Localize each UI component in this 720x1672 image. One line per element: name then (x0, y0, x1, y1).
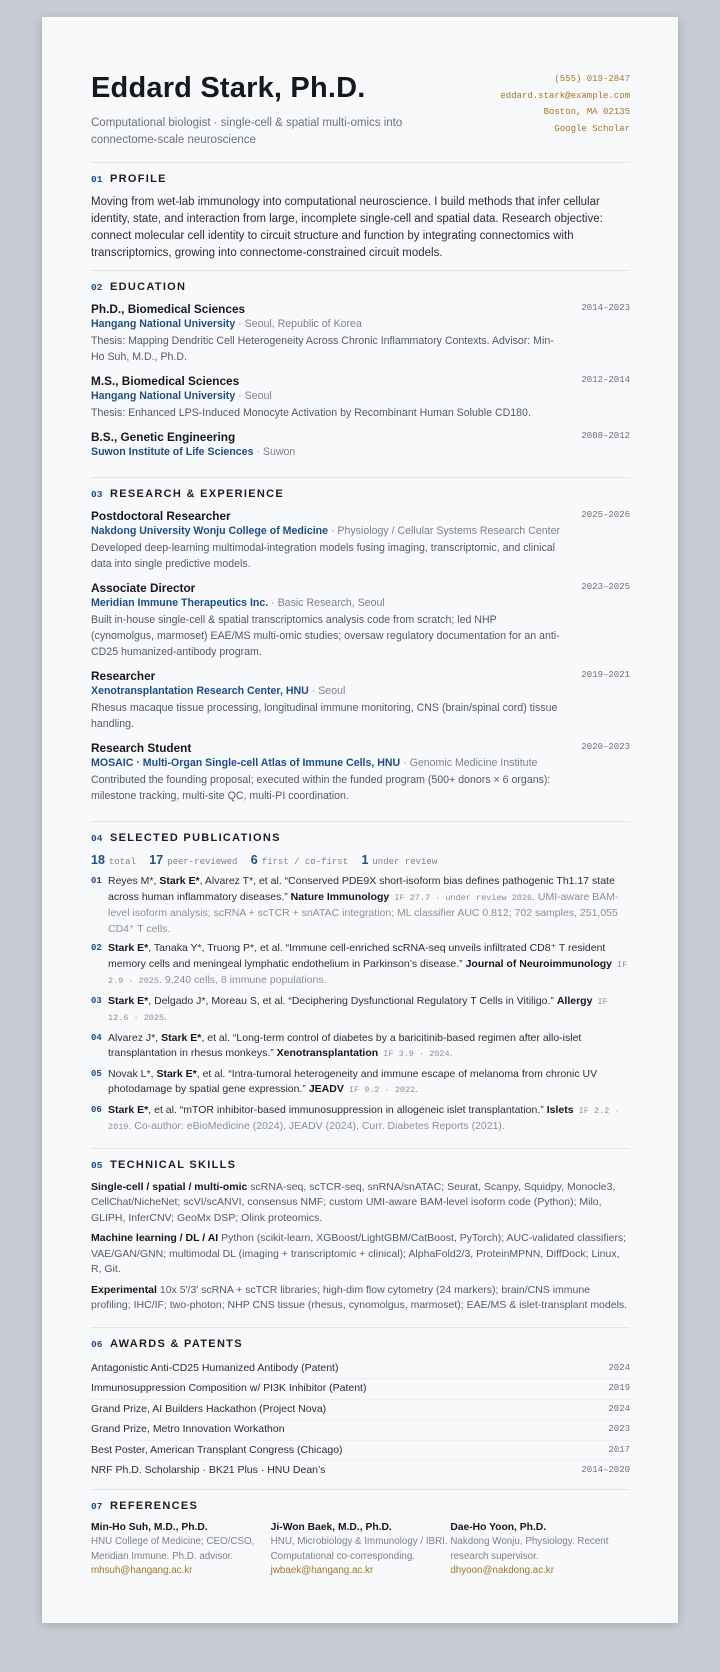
date-range: 2023–2025 (581, 582, 630, 592)
journal: Allergy (556, 994, 593, 1007)
publication-number: 01 (91, 876, 102, 886)
date-range: 2020–2023 (581, 742, 630, 752)
profile-section (91, 163, 630, 271)
section-title: AWARDS & PATENTS (110, 1337, 243, 1350)
author-self: Stark E* (159, 875, 200, 887)
research-section (91, 478, 630, 822)
stat-value: 6 (250, 853, 258, 867)
section-title: RESEARCH & EXPERIENCE (110, 488, 284, 500)
job-description: Developed deep-learning multimodal-integration models fusing imaging, transcriptomic, and clinical data into single predictive models. (91, 542, 556, 570)
publication-item (91, 1031, 628, 1063)
title: , et al. “Long-term control of diabetes by a baricitinib-based regimen after allo-islet transplantation in rhesus monkeys.” (108, 1031, 582, 1059)
publication-item (91, 1067, 628, 1099)
impact-factor: IF 27.7 · under review 2026 (389, 892, 533, 903)
award-label: NRF Ph.D. Scholarship · BK21 Plus · HNU Dean’s (91, 1464, 326, 1476)
award-label: Best Poster, American Transplant Congress (Chicago) (91, 1443, 343, 1456)
authors: Alvarez J*, (108, 1031, 162, 1044)
award-item (91, 1359, 630, 1380)
organization: MOSAIC · Multi-Organ Single-cell Atlas of Immune Cells, HNU (91, 757, 401, 769)
author-self: Stark E* (161, 1031, 202, 1044)
reference-email-link[interactable]: dhyoon@nakdong.ac.kr (450, 1565, 554, 1576)
publication-item (91, 874, 628, 937)
section-title: REFERENCES (110, 1499, 199, 1512)
skill-group (91, 1283, 630, 1314)
authors: Novak L*, (108, 1067, 157, 1080)
date-range: 2025–2026 (581, 510, 630, 520)
stat-label: first / co-first (261, 857, 349, 867)
award-item (91, 1420, 630, 1441)
award-year: 2019 (608, 1383, 630, 1393)
section-number: 06 (91, 1338, 103, 1350)
publication-number: 04 (91, 1032, 102, 1043)
experience-entry (91, 581, 630, 660)
section-number: 05 (91, 1159, 103, 1171)
award-item (91, 1441, 630, 1462)
thesis: Thesis: Mapping Dendritic Cell Heterogeneity Across Chronic Inflammatory Contexts. Advisor: Min-Ho Suh, M.D., Ph.D. (91, 335, 554, 363)
location: · Seoul, Republic of Korea (235, 318, 362, 330)
institution: Suwon Institute of Life Sciences (91, 446, 254, 458)
skills-section (91, 1149, 630, 1328)
skill-label: Single-cell / spatial / multi-omic (91, 1180, 248, 1193)
author-self: Stark E* (156, 1067, 197, 1080)
reference-name: Min-Ho Suh, M.D., Ph.D. (91, 1521, 208, 1533)
award-label: Grand Prize, AI Builders Hackathon (Project Nova) (91, 1402, 327, 1415)
resume-header (91, 71, 630, 163)
award-year: 2014–2020 (581, 1465, 630, 1475)
section-title: TECHNICAL SKILLS (110, 1158, 237, 1171)
date-range: 2012–2014 (581, 375, 630, 385)
impact-factor: IF 9.2 · 2022 (343, 1085, 416, 1095)
job-description: Rhesus macaque tissue processing, longitudinal immune monitoring, CNS (brain/spinal cord) tissue handling. (91, 702, 558, 730)
skill-group (91, 1231, 630, 1278)
skill-label: Machine learning / DL / AI (91, 1232, 219, 1244)
reference-description: Nakdong Wonju, Physiology. Recent research supervisor. (450, 1536, 609, 1562)
journal: Xenotransplantation (276, 1047, 379, 1059)
experience-entry (91, 509, 630, 572)
award-year: 2023 (608, 1424, 630, 1434)
job-title: Associate Director (91, 581, 196, 595)
award-item (91, 1379, 630, 1400)
awards-section (91, 1328, 630, 1490)
section-number: 03 (91, 489, 103, 500)
location: · Seoul (235, 390, 272, 402)
education-section (91, 271, 630, 478)
section-title: EDUCATION (110, 281, 187, 293)
title: , et al. “Intra-tumoral heterogeneity and immune escape of melanoma from chronic UV photodamage by spatial gene expression.” (108, 1067, 598, 1095)
stat-label: under review (372, 857, 438, 867)
department: · Genomic Medicine Institute (400, 757, 538, 769)
publication-note: . UMI-aware BAM-level isoform analysis; scRNA + scTCR + snATAC integration; ML classifier AUC 0.812; 702 samples, 251,055 CD4⁺ T cells. (108, 890, 619, 935)
reference-email-link[interactable]: mhsuh@hangang.ac.kr (91, 1565, 193, 1576)
contact-block (500, 71, 630, 137)
department: · Seoul (308, 685, 346, 697)
institution: Hangang National University (91, 318, 236, 330)
award-label: Antagonistic Anti-CD25 Humanized Antibody (Patent) (91, 1361, 339, 1374)
stat-label: total (108, 857, 136, 867)
stat-value: 17 (149, 853, 164, 867)
impact-factor: IF 2.9 · 2025 (108, 959, 628, 986)
tagline: Computational biologist · single-cell & spatial multi-omics into connectome-scale neuroscience (91, 117, 403, 146)
profile-text: Moving from wet-lab immunology into computational neuroscience. I build methods that infer cellular identity, state, and interaction from large, incomplete single-cell and spatial data. Research objective: connect molecular cell identity to circuit structure and function by integrating connectomics with transcriptomics, growing into connectome-constrained circuit models. (91, 196, 603, 259)
reference-email-link[interactable]: jwbaek@hangang.ac.kr (270, 1565, 374, 1576)
degree: M.S., Biomedical Sciences (91, 374, 240, 388)
title: , Tanaka Y*, Truong P*, et al. “Immune cell-enriched scRNA-seq unveils infiltrated CD8⁺ T resident memory cells and meningeal lymphatic endothelium in Parkinson’s disease.” (108, 942, 606, 970)
impact-factor: IF 2.2 · 2019 (108, 1105, 620, 1132)
reference-description: HNU College of Medicine; CEO/CSO, Meridian Immune. Ph.D. advisor. (91, 1536, 255, 1562)
publication-item (91, 1103, 628, 1136)
publication-number: 02 (91, 943, 102, 953)
journal: JEADV (308, 1083, 344, 1095)
page-title: Eddard Stark, Ph.D. (91, 72, 366, 104)
thesis: Thesis: Enhanced LPS-Induced Monocyte Activation by Recombinant Human Soluble CD180. (91, 407, 531, 419)
section-number: 07 (91, 1500, 103, 1512)
references-section (91, 1490, 630, 1587)
job-title: Research Student (91, 741, 192, 755)
publication-note: . Co-author: eBioMedicine (2024), JEADV (2024), Curr. Diabetes Reports (2021). (128, 1120, 505, 1132)
institution: Hangang National University (91, 390, 236, 402)
location: · Suwon (253, 446, 296, 458)
skill-text: Python (scikit-learn, XGBoost/LightGBM/CatBoost, PyTorch); AUC-validated classifiers; VAE/GAN/GNN; multimodal DL (imaging + transcriptomic + clinical); AlphaFold2/3, ProteinMPNN, DiffDock; Linux, R, Git. (91, 1232, 627, 1275)
award-year: 2017 (608, 1444, 630, 1455)
award-year: 2024 (608, 1362, 630, 1373)
journal: Nature Immunology (290, 890, 390, 903)
author-self: Stark E* (108, 942, 149, 954)
award-year: 2024 (608, 1403, 630, 1414)
award-label: Immunosuppression Composition w/ PI3K Inhibitor (Patent) (91, 1382, 367, 1394)
education-entry (91, 302, 630, 365)
reference-description: HNU, Microbiology & Immunology / IBRI. Computational co-corresponding. (270, 1536, 448, 1562)
journal: Journal of Neuroimmunology (465, 957, 612, 970)
google-scholar-link[interactable]: Google Scholar (554, 123, 630, 134)
reference-card (91, 1521, 271, 1579)
stat-value: 1 (361, 853, 369, 867)
section-title: SELECTED PUBLICATIONS (110, 832, 281, 844)
publication-stats (91, 853, 630, 867)
address: Boston, MA 02135 (543, 107, 630, 117)
phone-number[interactable]: (555) 019-2847 (554, 74, 630, 84)
department: · Basic Research, Seoul (268, 597, 385, 609)
reference-card (450, 1521, 630, 1579)
authors: Reyes M*, (108, 875, 160, 887)
section-number: 02 (91, 282, 103, 293)
publication-note: . (449, 1047, 453, 1059)
education-entry (91, 430, 630, 460)
section-number: 04 (91, 833, 103, 844)
publication-item (91, 994, 628, 1027)
publication-note: . (415, 1083, 419, 1095)
email-link[interactable]: eddard.stark@example.com (500, 90, 630, 101)
reference-name: Ji-Won Baek, M.D., Ph.D. (270, 1521, 392, 1533)
title: , Alvarez T*, et al. “Conserved PDE9X short-isoform bias defines pathogenic Th1.17 state across human inflammatory diseases.” (108, 875, 615, 903)
journal: Islets (546, 1103, 574, 1116)
skill-group (91, 1180, 630, 1227)
reference-name: Dae-Ho Yoon, Ph.D. (450, 1521, 547, 1533)
section-title: PROFILE (110, 173, 167, 185)
stat-label: peer-reviewed (167, 857, 238, 867)
publication-number: 03 (91, 995, 102, 1006)
date-range: 2019–2021 (581, 670, 630, 680)
publication-number: 05 (91, 1068, 102, 1079)
publication-item (91, 941, 628, 990)
degree: B.S., Genetic Engineering (91, 430, 236, 444)
organization: Xenotransplantation Research Center, HNU (91, 685, 309, 697)
award-label: Grand Prize, Metro Innovation Workathon (91, 1423, 285, 1435)
reference-card (271, 1521, 451, 1579)
title: , et al. “mTOR inhibitor-based immunosuppression in allogeneic islet transplantation.” (148, 1103, 547, 1116)
education-entry (91, 374, 630, 421)
job-description: Contributed the founding proposal; executed within the funded program (500+ donors × 6 organs): milestone tracking, multi-site QC, multi-PI coordination. (91, 774, 551, 802)
date-range: 2014–2023 (581, 303, 630, 313)
date-range: 2008–2012 (581, 431, 630, 441)
job-description: Built in-house single-cell & spatial transcriptomics analysis code from scratch; led NHP (cynomolgus, marmoset) EAE/MS multi-omic studies; oversaw regulatory documentation for an anti-CD25 humanized-antibody program. (91, 614, 560, 658)
organization: Nakdong University Wonju College of Medicine (91, 525, 329, 537)
job-title: Postdoctoral Researcher (91, 509, 231, 523)
publication-number: 06 (91, 1104, 102, 1115)
department: · Physiology / Cellular Systems Research Center (328, 525, 560, 537)
impact-factor: IF 3.9 · 2024 (378, 1049, 450, 1059)
author-self: Stark E* (108, 1103, 149, 1116)
section-number: 01 (91, 174, 103, 185)
skill-label: Experimental (91, 1283, 157, 1296)
job-title: Researcher (91, 669, 156, 683)
publication-note: . 9,240 cells, 8 immune populations. (159, 974, 327, 986)
skill-text: 10x 5′/3′ scRNA + scTCR libraries; high-dim flow cytometry (24 markers); brain/CNS immune profiling; IHC/IF; two-photon; NHP CNS tissue (rhesus, cynomolgus, marmoset); EAE/MS & islet-transplant models. (91, 1283, 628, 1311)
award-item (91, 1400, 630, 1421)
resume-page (42, 17, 678, 1623)
experience-entry (91, 669, 630, 732)
publications-section (91, 822, 630, 1149)
award-item (91, 1461, 630, 1481)
impact-factor: IF 12.6 · 2025 (108, 996, 608, 1023)
stat-value: 18 (91, 853, 105, 867)
skill-text: scRNA-seq, scTCR-seq, snRNA/snATAC; Seurat, Scanpy, Squidpy, Monocle3, CellChat/NicheNet; scVI/scANVI, consensus NMF; custom UMI-aware BAM-level isoform code (Python); Milo, GLIPH, InferCNV; GeoMx DSP; Olink proteomics. (91, 1180, 616, 1224)
publication-note: . (164, 1011, 168, 1023)
experience-entry (91, 741, 630, 804)
degree: Ph.D., Biomedical Sciences (91, 302, 246, 316)
organization: Meridian Immune Therapeutics Inc. (91, 597, 269, 609)
author-self: Stark E* (108, 994, 149, 1007)
title: , Delgado J*, Moreau S, et al. “Deciphering Dysfunctional Regulatory T Cells in Vitiligo.” (148, 994, 557, 1007)
